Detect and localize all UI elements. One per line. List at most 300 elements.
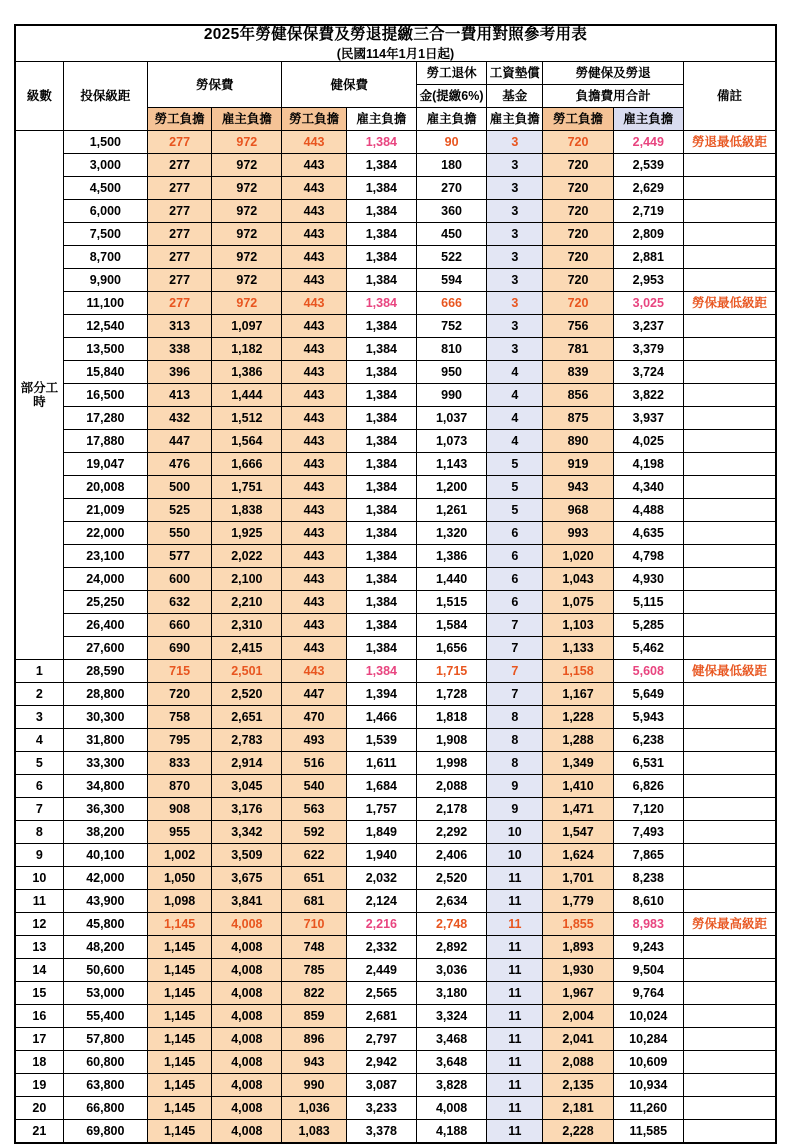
cell-wage: 11 [487,1120,543,1144]
cell-pen: 270 [416,177,486,200]
cell-tot_e: 2,953 [613,269,683,292]
cell-hi_w: 443 [282,131,346,154]
cell-tot_w: 720 [543,246,613,269]
cell-note [683,200,776,223]
cell-li_w: 758 [147,706,211,729]
cell-wage: 6 [487,591,543,614]
cell-grade: 13 [15,936,63,959]
cell-note [683,453,776,476]
cell-wage: 8 [487,729,543,752]
cell-tot_w: 1,103 [543,614,613,637]
cell-li_w: 338 [147,338,211,361]
cell-bracket: 9,900 [63,269,147,292]
cell-li_w: 1,145 [147,1097,211,1120]
cell-pen: 1,037 [416,407,486,430]
cell-tot_w: 720 [543,177,613,200]
cell-bracket: 30,300 [63,706,147,729]
cell-tot_w: 1,043 [543,568,613,591]
table-row [15,338,776,361]
cell-hi_e: 1,384 [346,545,416,568]
cell-tot_w: 1,855 [543,913,613,936]
cell-note [683,706,776,729]
table-body [15,131,776,1144]
cell-li_w: 447 [147,430,211,453]
subheader-hi-worker: 勞工負擔 [282,108,346,131]
cell-li_e: 2,022 [212,545,282,568]
cell-hi_w: 443 [282,637,346,660]
cell-tot_w: 1,471 [543,798,613,821]
table-row [15,131,776,154]
cell-wage: 4 [487,361,543,384]
cell-li_e: 972 [212,200,282,223]
header-total-line1: 勞健保及勞退 [543,62,684,85]
header-note: 備註 [683,62,776,131]
cell-pen: 4,008 [416,1097,486,1120]
cell-tot_w: 2,181 [543,1097,613,1120]
cell-pen: 522 [416,246,486,269]
cell-hi_w: 443 [282,614,346,637]
cell-bracket: 11,100 [63,292,147,315]
cell-tot_e: 2,629 [613,177,683,200]
cell-li_w: 277 [147,177,211,200]
cell-bracket: 8,700 [63,246,147,269]
cell-tot_w: 2,135 [543,1074,613,1097]
cell-note: 健保最低級距 [683,660,776,683]
cell-wage: 11 [487,867,543,890]
cell-tot_w: 1,893 [543,936,613,959]
cell-tot_w: 1,967 [543,982,613,1005]
cell-pen: 1,515 [416,591,486,614]
cell-hi_w: 443 [282,292,346,315]
cell-note [683,959,776,982]
cell-tot_w: 2,228 [543,1120,613,1144]
cell-tot_w: 720 [543,292,613,315]
cell-grade: 20 [15,1097,63,1120]
table-header [15,25,776,131]
table-row [15,660,776,683]
header-grade: 級數 [15,62,63,131]
cell-note [683,798,776,821]
cell-tot_e: 5,115 [613,591,683,614]
cell-note [683,1120,776,1144]
table-row [15,752,776,775]
cell-hi_w: 443 [282,154,346,177]
cell-hi_w: 493 [282,729,346,752]
cell-grade: 21 [15,1120,63,1144]
cell-tot_w: 1,349 [543,752,613,775]
cell-grade: 8 [15,821,63,844]
cell-tot_e: 8,238 [613,867,683,890]
cell-tot_e: 11,260 [613,1097,683,1120]
cell-li_e: 4,008 [212,1051,282,1074]
cell-li_e: 2,651 [212,706,282,729]
cell-li_w: 500 [147,476,211,499]
cell-wage: 11 [487,1074,543,1097]
cell-pen: 1,073 [416,430,486,453]
cell-pen: 3,036 [416,959,486,982]
cell-li_e: 4,008 [212,1120,282,1144]
cell-wage: 8 [487,752,543,775]
cell-tot_w: 720 [543,200,613,223]
document-subtitle: (民國114年1月1日起) [336,46,455,61]
header-labor-pension-line1: 勞工退休 [416,62,486,85]
cell-note [683,1074,776,1097]
cell-pen: 1,998 [416,752,486,775]
cell-wage: 4 [487,430,543,453]
cell-note [683,499,776,522]
cell-li_e: 1,097 [212,315,282,338]
cell-li_w: 1,098 [147,890,211,913]
table-row [15,200,776,223]
cell-li_w: 1,145 [147,1005,211,1028]
cell-hi_e: 1,384 [346,177,416,200]
cell-tot_e: 6,531 [613,752,683,775]
cell-hi_w: 710 [282,913,346,936]
cell-bracket: 1,500 [63,131,147,154]
cell-hi_w: 896 [282,1028,346,1051]
cell-li_e: 1,751 [212,476,282,499]
cell-bracket: 60,800 [63,1051,147,1074]
cell-note [683,361,776,384]
cell-hi_w: 592 [282,821,346,844]
cell-li_w: 1,145 [147,959,211,982]
cell-hi_w: 443 [282,453,346,476]
cell-tot_w: 1,158 [543,660,613,683]
cell-hi_w: 443 [282,522,346,545]
table-row [15,729,776,752]
cell-bracket: 16,500 [63,384,147,407]
cell-tot_w: 919 [543,453,613,476]
cell-tot_w: 1,547 [543,821,613,844]
cell-li_w: 1,145 [147,913,211,936]
cell-hi_w: 859 [282,1005,346,1028]
cell-pen: 2,088 [416,775,486,798]
table-row [15,1120,776,1144]
cell-hi_w: 443 [282,223,346,246]
cell-wage: 3 [487,177,543,200]
cell-pen: 1,320 [416,522,486,545]
cell-tot_e: 3,025 [613,292,683,315]
cell-note [683,384,776,407]
cell-li_w: 277 [147,223,211,246]
cell-li_e: 4,008 [212,1005,282,1028]
cell-tot_e: 2,719 [613,200,683,223]
cell-bracket: 42,000 [63,867,147,890]
cell-hi_e: 1,384 [346,200,416,223]
cell-li_w: 313 [147,315,211,338]
cell-hi_w: 470 [282,706,346,729]
cell-hi_w: 447 [282,683,346,706]
cell-tot_e: 9,504 [613,959,683,982]
cell-bracket: 48,200 [63,936,147,959]
cell-li_e: 2,520 [212,683,282,706]
cell-note [683,821,776,844]
cell-bracket: 23,100 [63,545,147,568]
cell-bracket: 43,900 [63,890,147,913]
cell-tot_e: 7,865 [613,844,683,867]
cell-pen: 1,261 [416,499,486,522]
cell-hi_e: 1,384 [346,430,416,453]
cell-tot_w: 968 [543,499,613,522]
cell-tot_w: 1,624 [543,844,613,867]
table-row [15,407,776,430]
cell-tot_e: 9,764 [613,982,683,1005]
cell-pen: 1,440 [416,568,486,591]
cell-pen: 990 [416,384,486,407]
cell-hi_e: 1,394 [346,683,416,706]
cell-wage: 3 [487,269,543,292]
cell-pen: 3,468 [416,1028,486,1051]
cell-note [683,982,776,1005]
cell-hi_e: 1,384 [346,476,416,499]
subheader-pension-employer: 雇主負擔 [416,108,486,131]
cell-li_e: 3,342 [212,821,282,844]
cell-hi_w: 622 [282,844,346,867]
cell-hi_e: 1,384 [346,499,416,522]
cell-li_w: 396 [147,361,211,384]
cell-hi_e: 3,087 [346,1074,416,1097]
cell-tot_w: 1,701 [543,867,613,890]
cell-bracket: 21,009 [63,499,147,522]
cell-li_w: 660 [147,614,211,637]
header-labor-insurance: 勞保費 [147,62,281,108]
table-row [15,499,776,522]
cell-tot_e: 5,943 [613,706,683,729]
cell-note [683,775,776,798]
table-row [15,1028,776,1051]
header-health-insurance: 健保費 [282,62,416,108]
cell-li_w: 908 [147,798,211,821]
cell-tot_w: 781 [543,338,613,361]
cell-note [683,1051,776,1074]
cell-wage: 10 [487,844,543,867]
cell-li_e: 2,100 [212,568,282,591]
cell-hi_e: 1,384 [346,269,416,292]
cell-li_w: 1,002 [147,844,211,867]
cell-tot_e: 2,539 [613,154,683,177]
cell-bracket: 26,400 [63,614,147,637]
cell-note [683,522,776,545]
cell-li_w: 277 [147,246,211,269]
cell-note [683,315,776,338]
cell-bracket: 69,800 [63,1120,147,1144]
subheader-li-worker: 勞工負擔 [147,108,211,131]
cell-wage: 11 [487,1005,543,1028]
cell-tot_w: 1,075 [543,591,613,614]
cell-hi_w: 443 [282,407,346,430]
cell-grade: 1 [15,660,63,683]
cell-hi_w: 681 [282,890,346,913]
cell-hi_e: 1,384 [346,568,416,591]
cell-wage: 8 [487,706,543,729]
cell-wage: 6 [487,522,543,545]
cell-li_w: 277 [147,200,211,223]
cell-tot_e: 5,462 [613,637,683,660]
cell-tot_e: 3,724 [613,361,683,384]
cell-li_e: 4,008 [212,1074,282,1097]
cell-grade: 18 [15,1051,63,1074]
table-row [15,430,776,453]
cell-bracket: 15,840 [63,361,147,384]
cell-note: 勞保最低級距 [683,292,776,315]
cell-tot_e: 4,488 [613,499,683,522]
cell-note [683,476,776,499]
cell-bracket: 12,540 [63,315,147,338]
cell-grade: 10 [15,867,63,890]
cell-li_w: 1,145 [147,1051,211,1074]
cell-hi_e: 2,942 [346,1051,416,1074]
cell-tot_e: 3,822 [613,384,683,407]
cell-tot_e: 10,609 [613,1051,683,1074]
subheader-total-worker: 勞工負擔 [543,108,613,131]
cell-wage: 11 [487,890,543,913]
cell-hi_e: 1,539 [346,729,416,752]
cell-note [683,890,776,913]
cell-tot_e: 10,284 [613,1028,683,1051]
cell-li_w: 550 [147,522,211,545]
cell-pen: 2,892 [416,936,486,959]
cell-hi_e: 1,384 [346,637,416,660]
cell-li_w: 715 [147,660,211,683]
cell-note [683,154,776,177]
cell-pen: 1,715 [416,660,486,683]
cell-hi_e: 2,681 [346,1005,416,1028]
cell-tot_e: 4,635 [613,522,683,545]
cell-tot_e: 8,983 [613,913,683,936]
cell-hi_e: 2,124 [346,890,416,913]
cell-note [683,430,776,453]
cell-li_e: 1,925 [212,522,282,545]
cell-hi_w: 1,036 [282,1097,346,1120]
cell-li_e: 972 [212,177,282,200]
cell-li_e: 2,415 [212,637,282,660]
cell-li_e: 3,045 [212,775,282,798]
cell-hi_w: 443 [282,568,346,591]
cell-bracket: 53,000 [63,982,147,1005]
cell-li_e: 4,008 [212,982,282,1005]
cell-note [683,545,776,568]
cell-hi_w: 443 [282,315,346,338]
cell-hi_e: 1,384 [346,522,416,545]
cell-wage: 9 [487,798,543,821]
cell-bracket: 63,800 [63,1074,147,1097]
cell-tot_e: 4,798 [613,545,683,568]
cell-wage: 10 [487,821,543,844]
cell-wage: 11 [487,913,543,936]
cell-hi_e: 1,384 [346,338,416,361]
cell-bracket: 3,000 [63,154,147,177]
cell-tot_e: 4,025 [613,430,683,453]
cell-note [683,568,776,591]
cell-wage: 3 [487,200,543,223]
cell-bracket: 31,800 [63,729,147,752]
cell-hi_e: 1,384 [346,223,416,246]
cell-hi_e: 1,384 [346,453,416,476]
cell-pen: 1,200 [416,476,486,499]
cell-tot_w: 839 [543,361,613,384]
cell-grade: 2 [15,683,63,706]
cell-wage: 7 [487,637,543,660]
cell-pen: 4,188 [416,1120,486,1144]
cell-hi_e: 2,449 [346,959,416,982]
cell-wage: 4 [487,407,543,430]
cell-li_w: 1,050 [147,867,211,890]
cell-note [683,269,776,292]
cell-hi_w: 443 [282,545,346,568]
cell-hi_e: 2,332 [346,936,416,959]
cell-pen: 2,634 [416,890,486,913]
cell-hi_w: 540 [282,775,346,798]
cell-li_e: 972 [212,292,282,315]
table-row [15,982,776,1005]
cell-hi_w: 443 [282,361,346,384]
cell-hi_e: 3,378 [346,1120,416,1144]
cell-tot_w: 2,088 [543,1051,613,1074]
cell-hi_w: 748 [282,936,346,959]
cell-note: 勞保最高級距 [683,913,776,936]
cell-pen: 666 [416,292,486,315]
cell-li_w: 955 [147,821,211,844]
cell-li_e: 2,783 [212,729,282,752]
cell-note [683,729,776,752]
subheader-li-employer: 雇主負擔 [212,108,282,131]
cell-pen: 2,292 [416,821,486,844]
cell-li_w: 690 [147,637,211,660]
cell-note: 勞退最低級距 [683,131,776,154]
cell-note [683,614,776,637]
premium-comparison-table [14,24,777,1144]
cell-li_e: 1,838 [212,499,282,522]
cell-hi_w: 651 [282,867,346,890]
table-row [15,775,776,798]
cell-note [683,637,776,660]
cell-grade: 15 [15,982,63,1005]
cell-tot_e: 10,934 [613,1074,683,1097]
cell-wage: 5 [487,476,543,499]
cell-wage: 9 [487,775,543,798]
cell-tot_e: 5,608 [613,660,683,683]
cell-li_w: 1,145 [147,936,211,959]
cell-hi_e: 1,384 [346,131,416,154]
cell-tot_e: 5,285 [613,614,683,637]
cell-li_e: 972 [212,154,282,177]
cell-grade: 19 [15,1074,63,1097]
cell-li_e: 4,008 [212,1028,282,1051]
cell-li_w: 413 [147,384,211,407]
cell-tot_w: 720 [543,223,613,246]
cell-pen: 1,656 [416,637,486,660]
cell-tot_w: 856 [543,384,613,407]
table-row [15,936,776,959]
header-labor-pension-line2: 金(提繳6%) [416,85,486,108]
cell-pen: 1,386 [416,545,486,568]
cell-pen: 752 [416,315,486,338]
cell-note [683,683,776,706]
table-row [15,637,776,660]
table-row [15,614,776,637]
cell-hi_e: 1,384 [346,407,416,430]
cell-li_w: 277 [147,131,211,154]
document-title: 2025年勞健保保費及勞退提繳三合一費用對照參考用表 [203,26,588,43]
cell-tot_e: 10,024 [613,1005,683,1028]
cell-bracket: 4,500 [63,177,147,200]
cell-grade: 12 [15,913,63,936]
cell-note [683,936,776,959]
subheader-wage-employer: 雇主負擔 [487,108,543,131]
table-row [15,315,776,338]
header-total-line2: 負擔費用合計 [543,85,684,108]
cell-li_w: 577 [147,545,211,568]
